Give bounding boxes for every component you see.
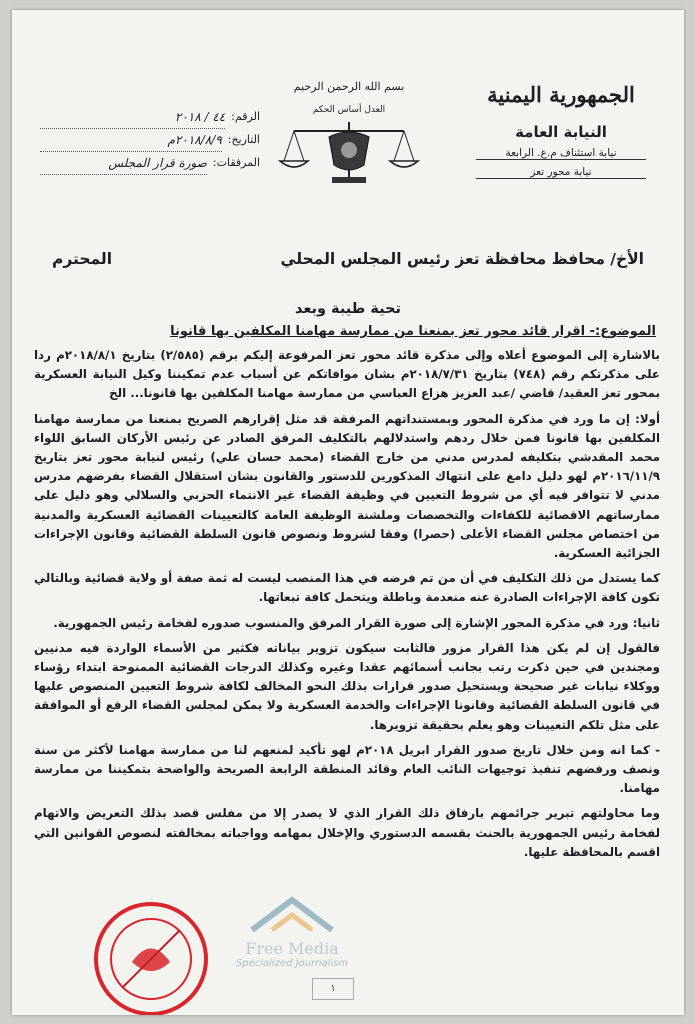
paragraph: فالقول إن لم يكن هذا القرار مزور فالثابت سيكون تزوير بياناته فكثير من الأسماء الواردة فيه مدنيين ومجندين في حين ذكرت رتب بجانب أسمائهم عقدا وغيره وكذلك الدرجات القضائية الممنوحة ابتداء رؤساء ووكلاء نيابات غير صحيحة ويستحيل صدور قرارات بذلك النحو المخالف لكافة شروط التعيين المنصوص عليها في قانون السلطة القضائية وقانونا الإجراءات والخدمة العسكرية ولا يمكن لمجلس القضاء الرفع أو الموافقة على مثل تلكم التعيينات وهو يعلم بحقيقة تزويرها.: [34, 640, 660, 732]
country-name: الجمهورية اليمنية: [487, 82, 635, 107]
date-field: [40, 129, 260, 152]
attachments-label: المرفقات:: [212, 156, 260, 169]
paragraph: بالاشارة إلى الموضوع أعلاه وإلى مذكرة قائد محور تعز المرفوعة إليكم برقم (٢/٥٨٥) بتاريخ ٢٠١٨/٨/١م ردا على مذكرتكم رقم (٧٤٨) بتاريخ ٢٠١٨/٧/٣١م بشان موافاتكم عن أسباب عدم تمكيننا وكيل النيابة العسكرية بمحور تعز العقيد/ قاضي /عبد العزيز هزاع العباسي من ممارسة مهامنا المكلفين بها قانونا... الخ: [34, 348, 660, 401]
attachments-field: [40, 152, 260, 175]
basmala: بسم الله الرحمن الرحيم: [293, 80, 405, 93]
paragraph: ثانيا: ورد في مذكرة المحور الإشارة إلى صورة القرار المرفق والمنسوب صدوره لفخامة رئيس الجمهورية.: [53, 615, 660, 630]
prosecution-line: نيابة استئناف م.ع. الرابعة: [476, 147, 646, 160]
addressee-honorific: المحترم: [52, 250, 113, 268]
letter-body: [34, 346, 660, 868]
motto: العدل أساس الحكم: [312, 105, 386, 115]
prosecution-line-2: نيابة محور تعز: [476, 166, 646, 179]
addressee-to: الأخ/ محافظ محافظة تعز رئيس المجلس المحلي: [280, 250, 644, 268]
watermark-logo-icon: [247, 895, 337, 935]
subject-line: الموضوع:- اقرار قائد محور تعز بمنعنا من ممارسة مهامنا المكلفين بها قانونا: [170, 324, 656, 339]
attachments-value: صورة قرار المجلس: [40, 152, 207, 175]
publisher-watermark: [212, 895, 372, 969]
page-number: ١: [312, 978, 354, 1000]
scales-emblem-icon: [274, 117, 424, 187]
paragraph: كما يستدل من ذلك التكليف في أن من تم فرضه في هذا المنصب ليست له ثمة صفة أو ولاية قضائية وبالتالي تكون كافة الإجراءات الصادرة عنه منعدمة وباطلة ويتحمل كافة تبعاتها.: [34, 571, 660, 605]
ref-label: الرقم:: [231, 110, 260, 123]
document-page: [12, 10, 684, 1015]
greeting: تحية طيبة وبعد: [294, 301, 401, 317]
paragraph: - كما انه ومن خلال تاريخ صدور القرار ابريل ٢٠١٨م لهو تأكيد لمنعهم لنا من ممارسة مهامنا لأكثر من سنة ونصف ورفضهم تنفيذ توجيهات النائب العام وقائد المنطقة الرابعة الصريحة والواضحة بتمكيننا من ممارسة مهامنا.: [34, 742, 660, 796]
watermark-tagline: Specialized Journalism: [235, 958, 349, 969]
office-name: النيابة العامة: [515, 123, 607, 141]
watermark-name: Free Media: [245, 939, 339, 958]
official-stamp-icon: [92, 900, 210, 1015]
date-value: ٢٠١٨/٨/٩م: [40, 129, 222, 152]
date-label: التاريخ:: [227, 133, 260, 146]
paragraph: وما محاولتهم تبرير جرائمهم بارفاق ذلك القرار الذي لا يصدر إلا من مفلس قصد بذلك التعريض والاتهام لفخامة رئيس الجمهورية بالحنث بقسمه الدستوري والإخلال بمهامه وواجباته بمخالفته لنصوص القوانين التي اقسم بالمحافظة عليها.: [34, 806, 660, 859]
paragraph: أولا: إن ما ورد في مذكرة المحور وبمستنداتهم المرفقة قد مثل إقرارهم الصريح بمنعنا من ممارسة مهامنا المكلفين بها قانونا فمن خلال ردهم واستدلالهم بالتكليف المرفق الصادر عن رئيس الأركان السابق اللواء محمد المقدشي بتكليفه لمدرس مدني من خارج القضاء (محمد حسان علي) رئيس لنيابة محور تعز بتاريخ ٢٠١٦/١١/٩م لهو دليل دامغ على انتهاك المذكورين للدستور والقانون بشان استقلال القضاء بفرضهم مدرس مدني لا تتوافر فيه أي من شروط التعيين في وظيفة القضاء غير الانتماء الحزبي والسلالي وهو دليل على ممارساتهم الاقصائية للكفاءات والتخصصات وملشنة الوظيفة العامة كالتعيينات القضائية العسكرية والمدنية من اختصاص مجلس القضاء الأعلى (حصرا) وفقا لشروط ونصوص قانون السلطة القضائية وقانون الإجراءات الجزائية العسكرية.: [34, 411, 660, 561]
addressee-line: [52, 250, 644, 268]
ref-field: [40, 106, 260, 129]
ref-value: ٤٤ / ٢٠١٨: [40, 106, 225, 129]
letterhead-issuer: [476, 82, 646, 179]
letterhead-emblem-block: [274, 80, 424, 191]
reference-block: [40, 106, 260, 175]
